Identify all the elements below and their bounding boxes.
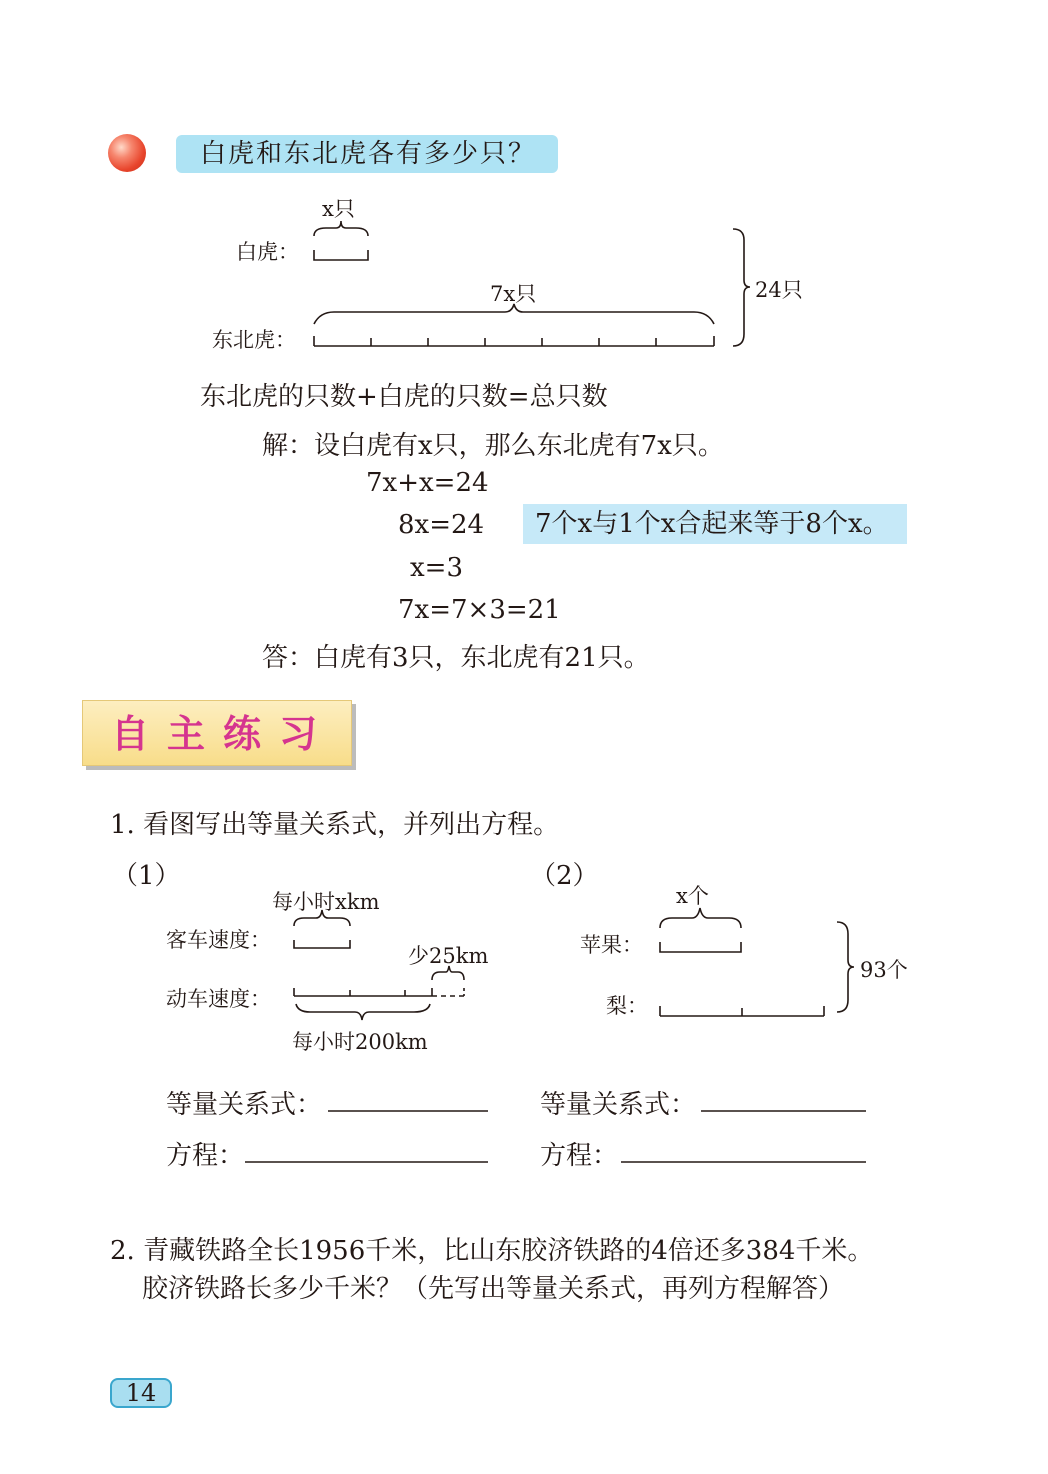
ne-tiger-bar (314, 304, 714, 346)
solution-step1: 7x+x=24 (366, 468, 489, 498)
white-tiger-bar (314, 221, 368, 260)
per-hour-x-label: 每小时xkm (272, 890, 380, 914)
solution-step2: 8x=24 (398, 510, 485, 540)
relation-label-1: 等量关系式： (166, 1090, 323, 1120)
car-speed-label: 客车速度： (166, 928, 271, 952)
exercise2-line1: 2. 青藏铁路全长1956千米，比山东胶济铁路的4倍还多384千米。 (110, 1236, 874, 1266)
train-speed-bar (294, 966, 464, 1020)
solution-setup: 解：设白虎有x只，那么东北虎有7x只。 (262, 431, 724, 461)
pear-label: 梨： (606, 994, 648, 1018)
x-count-label: x个 (676, 884, 709, 908)
total-label: 24只 (755, 278, 803, 302)
page-number: 14 (110, 1378, 172, 1408)
ne-tiger-label: 东北虎： (212, 328, 296, 352)
equation-label-1: 方程： (166, 1141, 245, 1171)
solution-step3: x=3 (410, 553, 463, 583)
white-tiger-label: 白虎： (236, 240, 299, 264)
section-title: 自主练习 (82, 700, 352, 766)
total-brace (733, 229, 750, 346)
solution-answer: 答：白虎有3只，东北虎有21只。 (262, 643, 650, 673)
pear-bar (660, 1006, 824, 1016)
seven-x-label: 7x只 (490, 282, 537, 306)
example-question: 白虎和东北虎各有多少只？ (176, 135, 558, 173)
x-label: x只 (322, 197, 355, 221)
solution-note: 7个x与1个x合起来等于8个x。 (523, 504, 907, 544)
less-25km-label: 少25km (408, 944, 489, 968)
apple-bar (660, 908, 741, 952)
apple-label: 苹果： (580, 933, 643, 957)
solution-step4: 7x=7×3=21 (398, 595, 561, 625)
exercise1-prompt: 1. 看图写出等量关系式，并列出方程。 (110, 810, 560, 840)
equation-label-2: 方程： (540, 1141, 619, 1171)
part1-label: （1） (112, 861, 181, 891)
relation-text: 东北虎的只数+白虎的只数=总只数 (200, 382, 608, 412)
total-93-label: 93个 (860, 958, 908, 982)
total-93-brace (837, 922, 854, 1012)
per-hour-200-label: 每小时200km (292, 1030, 428, 1054)
relation-label-2: 等量关系式： (540, 1090, 697, 1120)
exercise2-line2: 胶济铁路长多少千米？（先写出等量关系式，再列方程解答） (142, 1274, 845, 1304)
train-speed-label: 动车速度： (166, 987, 271, 1011)
part2-label: （2） (530, 861, 599, 891)
